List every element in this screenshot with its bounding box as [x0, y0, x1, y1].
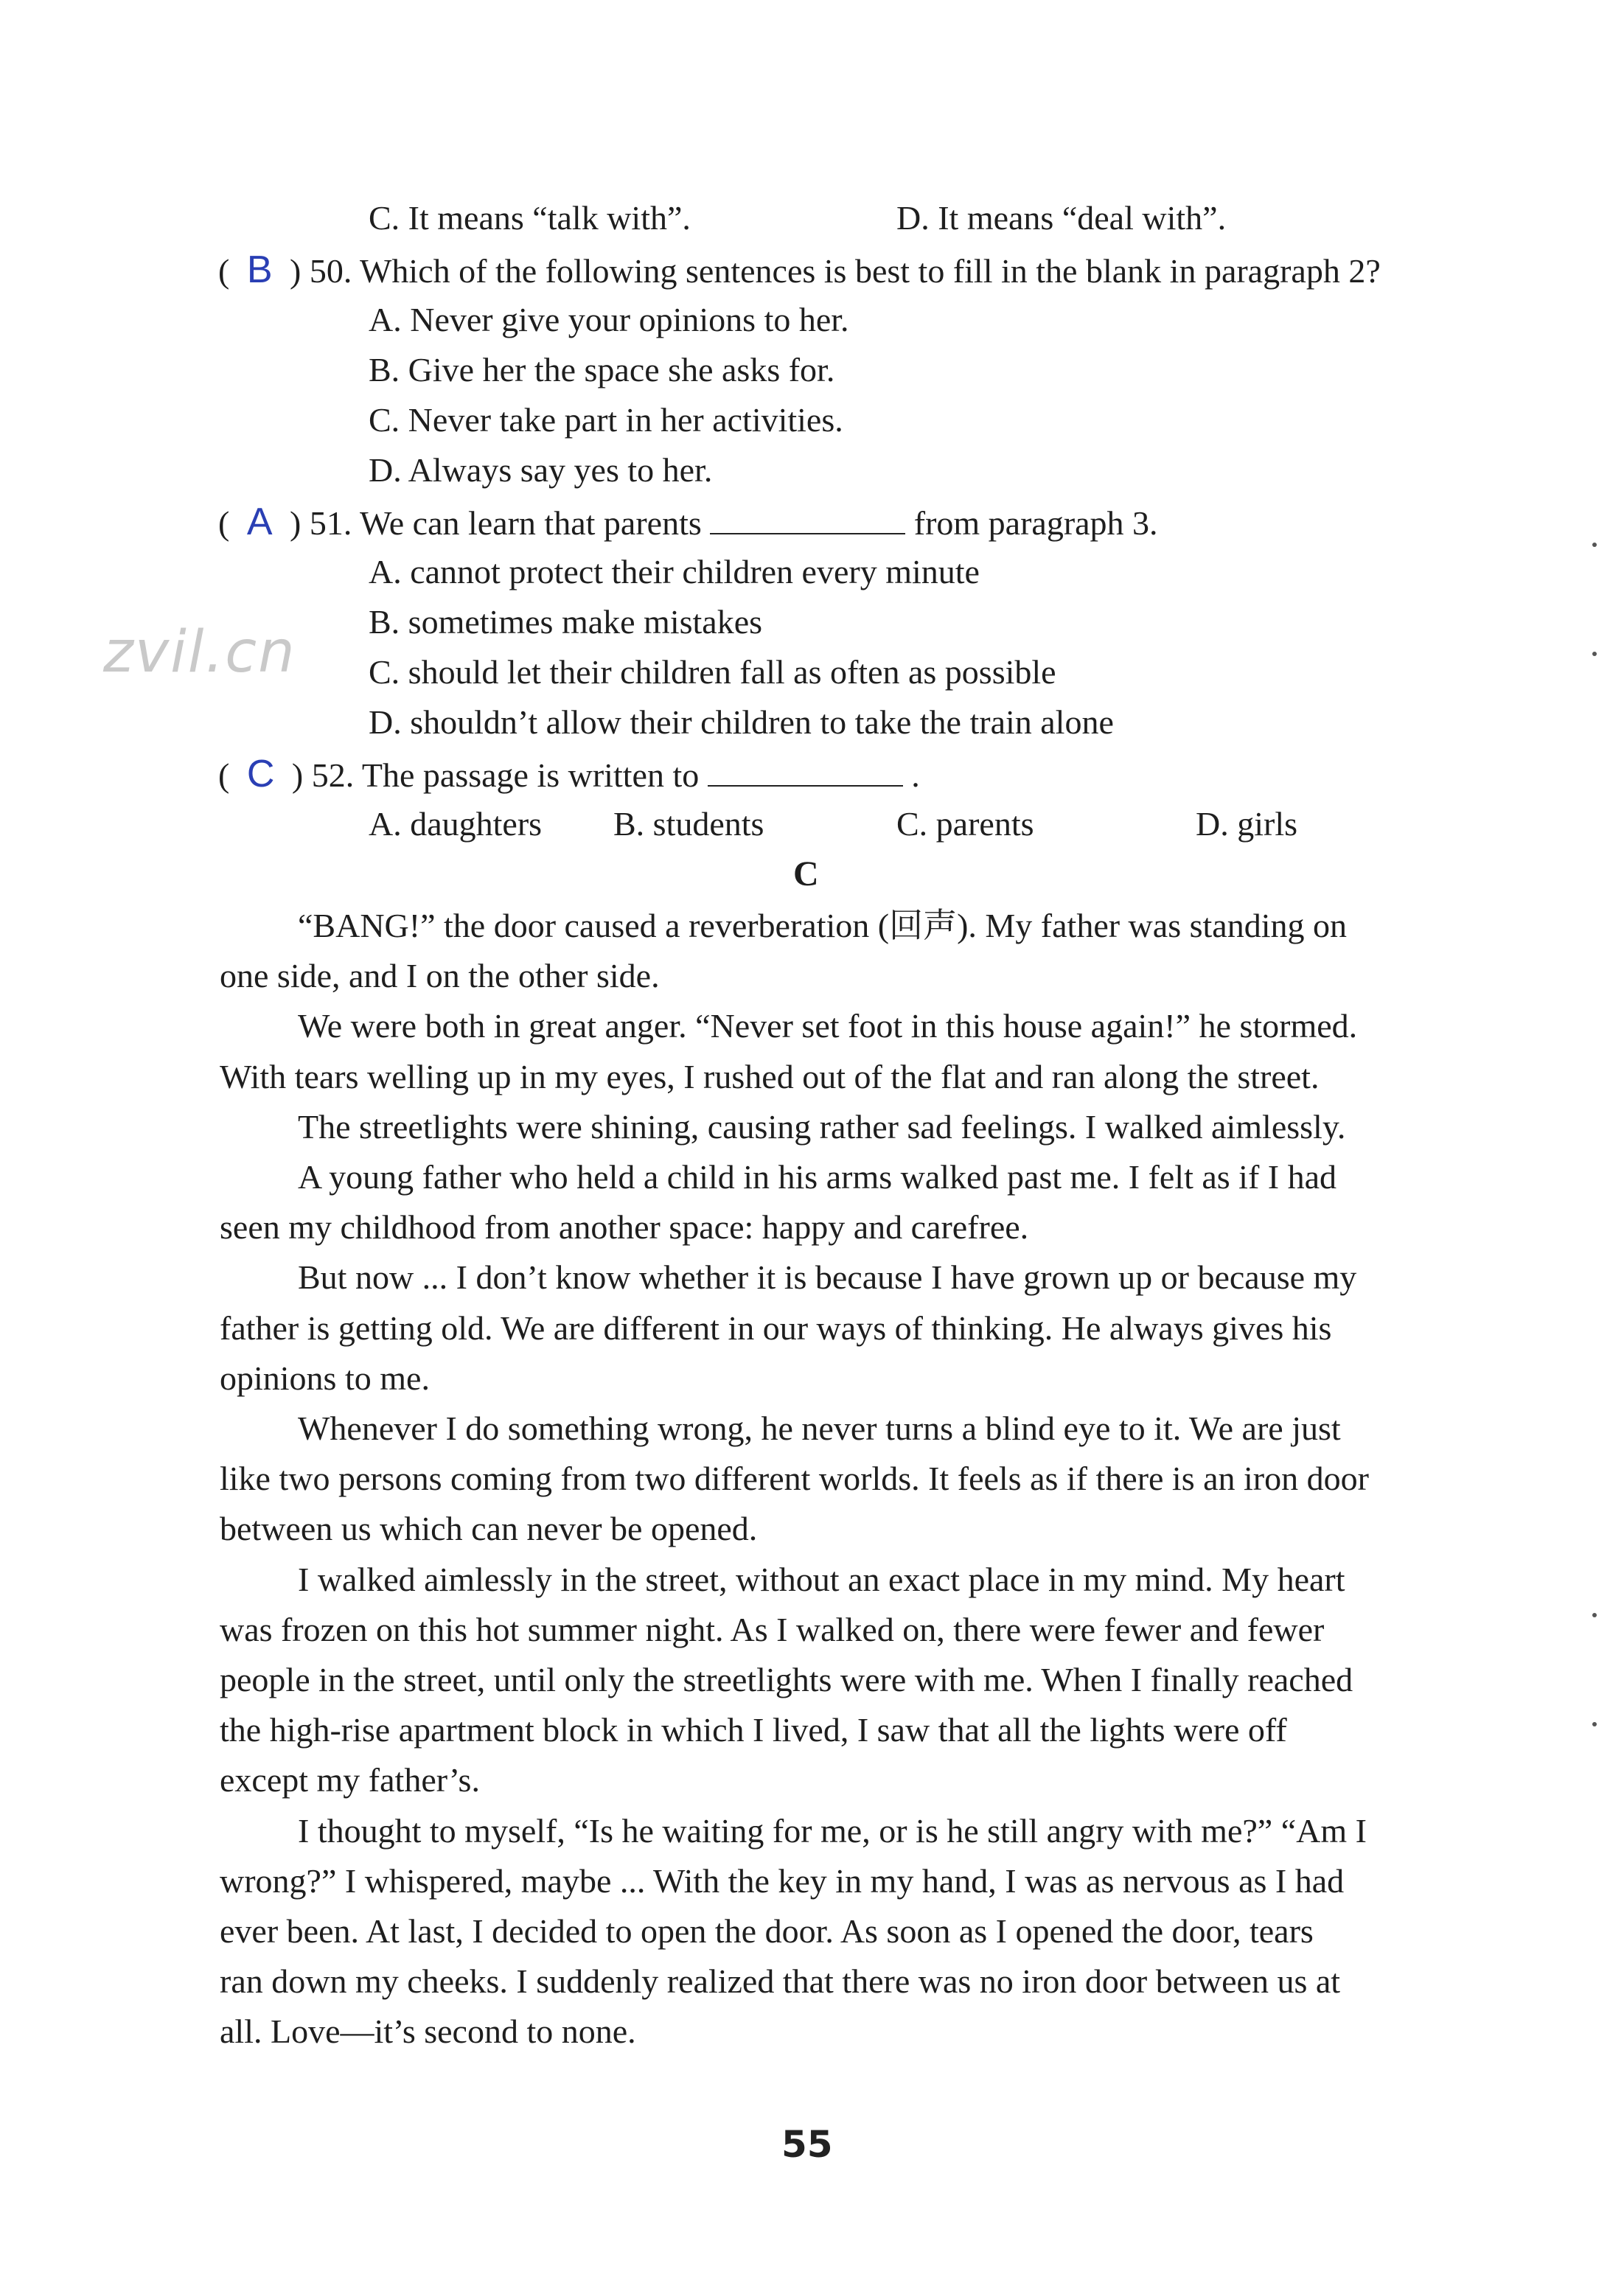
q52-number: ) 52.	[291, 756, 355, 794]
q50-option-a: A. Never give your opinions to her.	[369, 301, 849, 338]
q49-option-d: D. It means “deal with”.	[896, 199, 1227, 237]
q52-answer: C	[246, 753, 275, 795]
passage-line: With tears welling up in my eyes, I rushed out of the flat and ran along the street.	[220, 1058, 1320, 1095]
q51-option-d: D. shouldn’t allow their children to take the train alone	[369, 703, 1114, 741]
q51-option-a: A. cannot protect their children every minute	[369, 553, 980, 590]
passage-line: one side, and I on the other side.	[220, 957, 660, 994]
q52-blank	[708, 759, 903, 787]
q51-option-c: C. should let their children fall as often as possible	[369, 653, 1056, 691]
q50-stem: Which of the following sentences is best to fill in the blank in paragraph 2?	[360, 252, 1381, 290]
passage-line: A young father who held a child in his arms walked past me. I felt as if I had	[298, 1158, 1337, 1196]
passage-line: all. Love—it’s second to none.	[220, 2012, 636, 2050]
scan-speck	[1592, 543, 1597, 547]
page-number: 55	[781, 2123, 833, 2166]
q50-number: ) 50.	[290, 252, 352, 290]
scan-speck	[1592, 1722, 1597, 1726]
q51-stem-line	[218, 500, 1158, 546]
q50-paren-open: (	[218, 252, 230, 290]
q50-stem-line	[218, 248, 1381, 293]
passage-line: ran down my cheeks. I suddenly realized that there was no iron door between us at	[220, 1962, 1341, 2000]
passage-line: I thought to myself, “Is he waiting for me, or is he still angry with me?” “Am I	[298, 1812, 1367, 1850]
q50-option-b: B. Give her the space she asks for.	[369, 351, 835, 388]
passage-line: The streetlights were shining, causing rather sad feelings. I walked aimlessly.	[298, 1108, 1346, 1146]
section-c-heading: C	[793, 854, 819, 893]
passage-line: between us which can never be opened.	[220, 1510, 758, 1547]
passage-line: But now ... I don’t know whether it is because I have grown up or because my	[298, 1258, 1357, 1296]
q52-stem-line	[218, 752, 920, 798]
scan-speck	[1592, 1613, 1597, 1617]
passage-line: Whenever I do something wrong, he never turns a blind eye to it. We are just	[298, 1409, 1341, 1447]
q52-stem-before: The passage is written to	[361, 756, 700, 794]
passage-line: opinions to me.	[220, 1359, 430, 1397]
q52-option-b: B. students	[613, 805, 764, 843]
passage-line: “BANG!” the door caused a reverberation (回声). My father was standing on	[298, 907, 1347, 944]
passage-line: We were both in great anger. “Never set foot in this house again!” he stormed.	[298, 1007, 1358, 1045]
q51-option-b: B. sometimes make mistakes	[369, 603, 763, 641]
q51-number: ) 51.	[290, 504, 352, 542]
q52-option-d: D. girls	[1196, 805, 1297, 843]
passage-line: was frozen on this hot summer night. As I walked on, there were fewer and fewer	[220, 1611, 1325, 1648]
watermark: zvil.cn	[103, 619, 296, 686]
passage-line: people in the street, until only the streetlights were with me. When I finally reached	[220, 1661, 1353, 1698]
q52-stem-after: .	[911, 756, 920, 794]
q52-option-c: C. parents	[896, 805, 1034, 843]
passage-line: except my father’s.	[220, 1761, 480, 1799]
q50-option-d: D. Always say yes to her.	[369, 451, 713, 489]
q50-option-c: C. Never take part in her activities.	[369, 401, 843, 439]
passage-line: like two persons coming from two different worlds. It feels as if there is an iron door	[220, 1460, 1369, 1497]
passage-line: I walked aimlessly in the street, without an exact place in my mind. My heart	[298, 1561, 1345, 1598]
q52-option-a: A. daughters	[369, 805, 543, 843]
q51-stem-after: from paragraph 3.	[913, 504, 1158, 542]
passage-line: seen my childhood from another space: happy and carefree.	[220, 1208, 1029, 1246]
q51-paren-open: (	[218, 504, 230, 542]
q51-blank	[710, 506, 905, 534]
q50-answer: B	[246, 248, 273, 291]
passage-line: the high-rise apartment block in which I lived, I saw that all the lights were off	[220, 1711, 1287, 1749]
q49-option-c: C. It means “talk with”.	[369, 199, 691, 237]
q52-paren-open: (	[218, 756, 230, 794]
passage-line: ever been. At last, I decided to open the door. As soon as I opened the door, tears	[220, 1912, 1314, 1950]
scan-speck	[1592, 652, 1597, 656]
passage-line: father is getting old. We are different in our ways of thinking. He always gives his	[220, 1309, 1332, 1347]
q51-stem-before: We can learn that parents	[360, 504, 702, 542]
q51-answer: A	[246, 501, 273, 543]
passage-line: wrong?” I whispered, maybe ... With the key in my hand, I was as nervous as I had	[220, 1862, 1345, 1900]
